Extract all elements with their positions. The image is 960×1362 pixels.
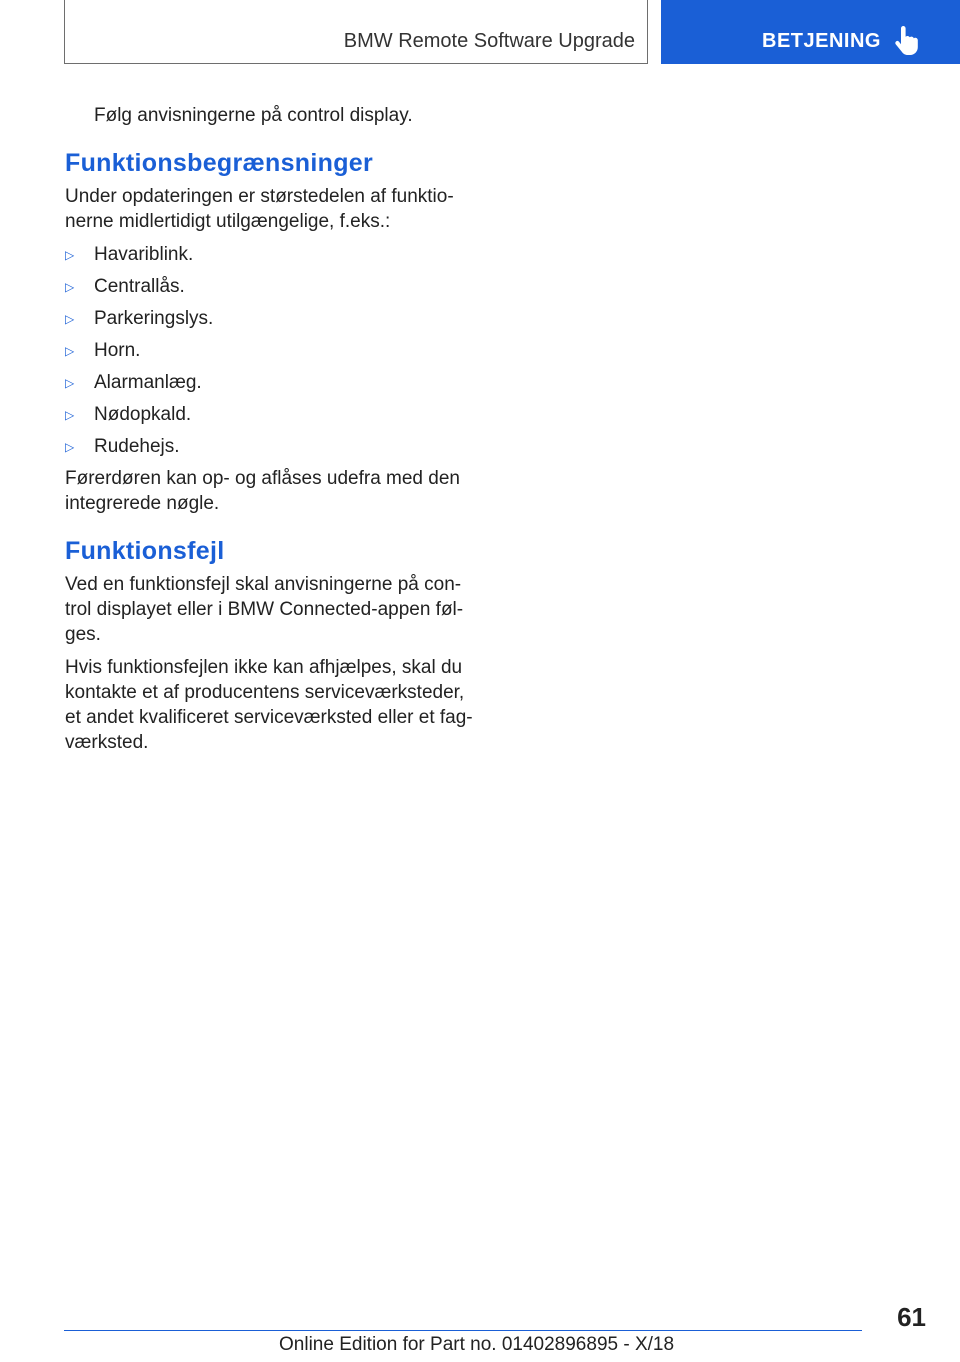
limitations-note: Førerdøren kan op- og aflåses udefra med den integrerede nøgle.	[65, 468, 460, 514]
malfunction-para-1: Ved en funktionsfejl skal anvisningerne på con‐trol displayet eller i BMW Connected-appen føl‐ges.	[65, 574, 464, 645]
list-item: ▷ Rudehejs.	[65, 434, 485, 459]
triangle-bullet-icon: ▷	[65, 376, 75, 390]
limitations-lead: Under opdateringen er størstedelen af funktio‐nerne midlertidigt utilgængelige, f.eks.:	[65, 186, 454, 232]
main-content	[65, 103, 485, 763]
section-heading-malfunction: Funktionsfejl	[65, 537, 225, 565]
intro-text: Følg anvisningerne på control display.	[94, 105, 413, 126]
triangle-bullet-icon: ▷	[65, 312, 75, 326]
footer-divider	[64, 1330, 862, 1331]
list-item: ▷ Havariblink.	[65, 242, 485, 267]
list-item: ▷ Nødopkald.	[65, 402, 485, 427]
triangle-bullet-icon: ▷	[65, 280, 75, 294]
header-section-tab	[661, 0, 960, 64]
list-item: ▷ Horn.	[65, 338, 485, 363]
triangle-bullet-icon: ▷	[65, 344, 75, 358]
section-tab-label: BETJENING	[762, 30, 881, 52]
limitations-list	[65, 242, 485, 459]
header-title: BMW Remote Software Upgrade	[343, 30, 635, 52]
triangle-bullet-icon: ▷	[65, 440, 75, 454]
malfunction-para-2: Hvis funktionsfejlen ikke kan afhjælpes, skal du kontakte et af producentens serviceværksteder, et andet kvalificeret serviceværksted eller et fag‐værksted.	[65, 657, 473, 753]
triangle-bullet-icon: ▷	[65, 408, 75, 422]
page-number: 61	[897, 1302, 926, 1332]
list-item: ▷ Centrallås.	[65, 274, 485, 299]
footer-edition-text: Online Edition for Part no. 01402896895 - X/18	[279, 1334, 675, 1355]
hand-pointer-icon	[894, 25, 920, 55]
header-title-box	[64, 0, 648, 64]
list-item: ▷ Alarmanlæg.	[65, 370, 485, 395]
list-item: ▷ Parkeringslys.	[65, 306, 485, 331]
section-heading-limitations: Funktionsbegrænsninger	[65, 149, 374, 177]
triangle-bullet-icon: ▷	[65, 248, 75, 262]
